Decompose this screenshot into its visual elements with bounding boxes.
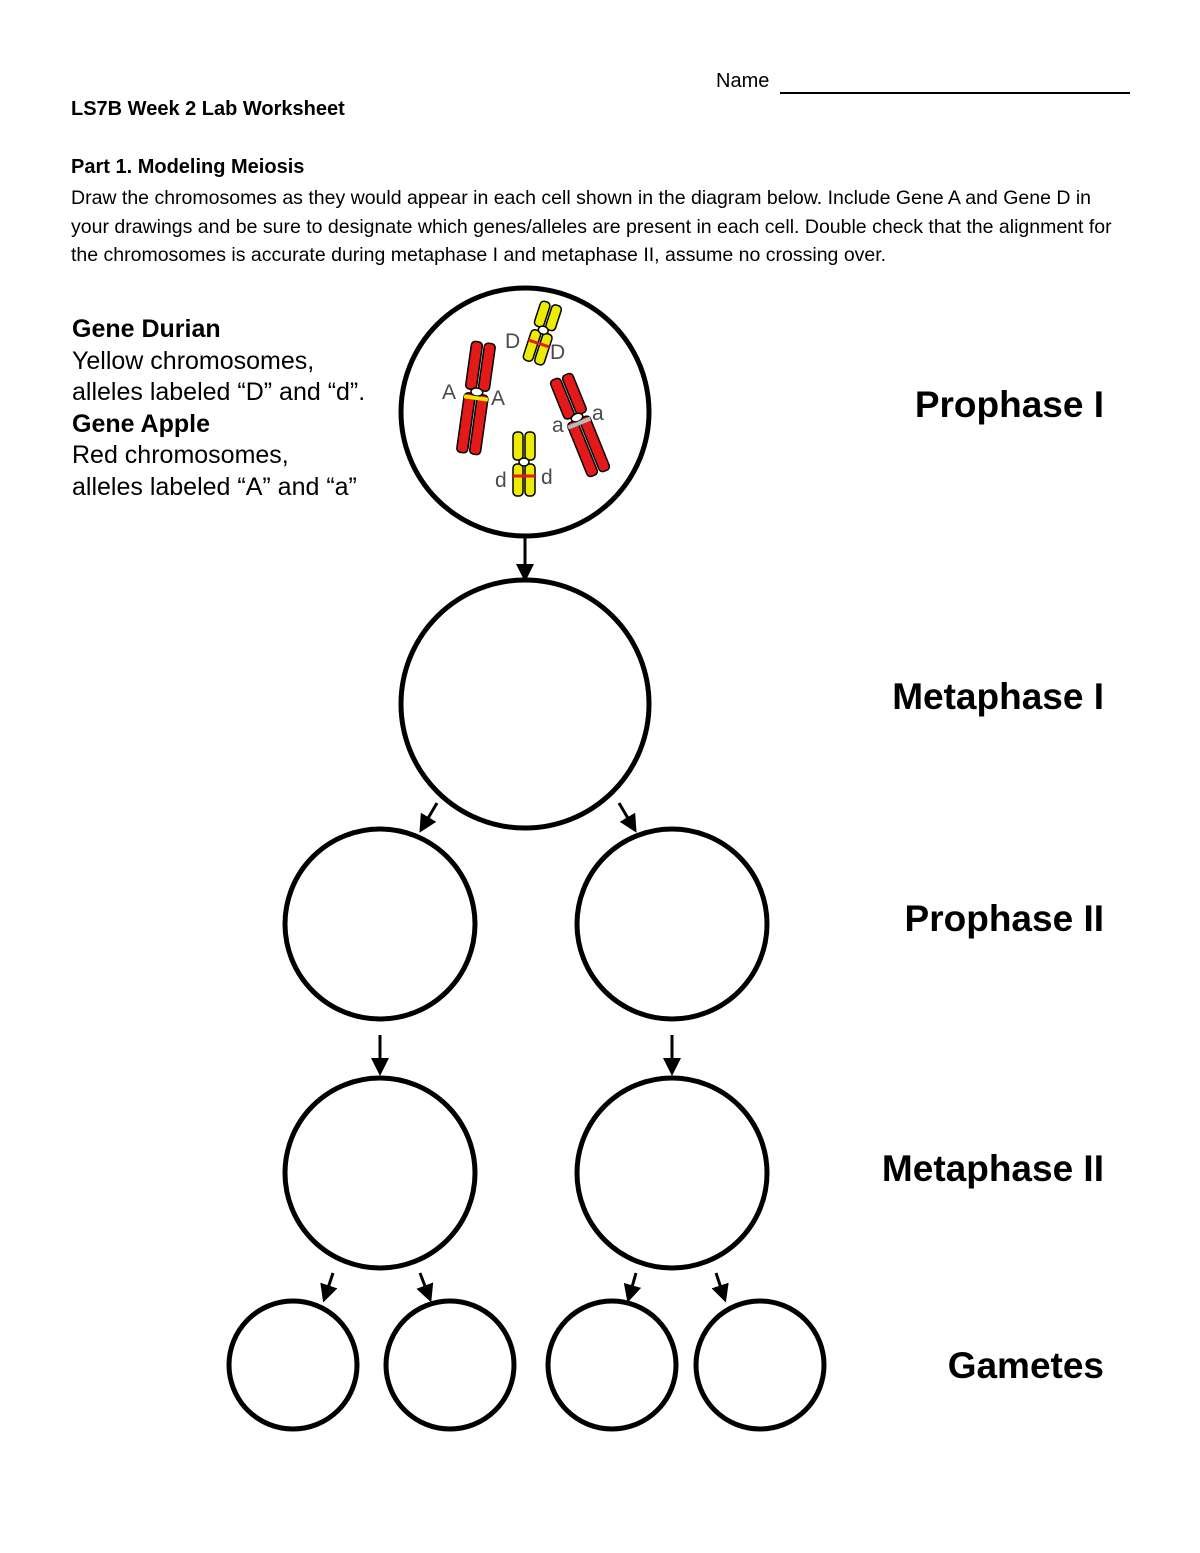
stage-label-metaphase-2: Metaphase II — [881, 1148, 1104, 1189]
cell-gamete-3[interactable] — [548, 1301, 676, 1429]
stage-label-prophase-1: Prophase I — [914, 384, 1104, 425]
arrow-metaphase1-to-left — [424, 803, 437, 825]
gene-apple-title: Gene Apple — [72, 409, 210, 438]
arrow-metaphase2-left-to-g2 — [420, 1273, 428, 1294]
gene-durian-line2: alleles labeled “D” and “d”. — [72, 378, 366, 406]
gene-durian-title: Gene Durian — [72, 315, 221, 343]
allele-label-D-left: D — [505, 330, 521, 353]
cell-gamete-4[interactable] — [696, 1301, 824, 1429]
allele-label-a-right: a — [592, 402, 604, 425]
gene-durian-line1: Yellow chromosomes, — [72, 346, 315, 375]
allele-label-a-left: a — [552, 414, 564, 437]
cell-prophase-2-right[interactable] — [577, 829, 767, 1019]
allele-label-d-right: d — [541, 466, 553, 489]
arrow-metaphase2-right-to-g4 — [716, 1273, 723, 1294]
cell-gamete-2[interactable] — [386, 1301, 514, 1429]
allele-label-D-right: D — [550, 341, 566, 364]
allele-label-A-right: A — [491, 387, 506, 410]
gene-apple-line1: Red chromosomes, — [72, 441, 289, 469]
stage-label-prophase-2: Prophase II — [904, 898, 1104, 939]
cell-gamete-1[interactable] — [229, 1301, 357, 1429]
part1-instructions: Draw the chromosomes as they would appear in each cell shown in the diagram below. Include Gene A and Gene D in your drawings and be sure to designate which genes/alleles are present in each cell. Double check that the alignment for the chromosomes is accurate during metaphase I and metaphase II, assume no crossing over. — [71, 187, 1112, 266]
gene-apple-line2: alleles labeled “A” and “a” — [72, 472, 357, 501]
part1-heading: Part 1. Modeling Meiosis — [71, 156, 305, 178]
allele-label-A-left: A — [442, 381, 457, 404]
stage-label-gametes: Gametes — [947, 1345, 1104, 1386]
stage-label-metaphase-1: Metaphase I — [892, 676, 1104, 717]
arrow-metaphase1-to-right — [619, 803, 632, 825]
cell-metaphase-2-right[interactable] — [577, 1078, 767, 1268]
allele-label-d-left: d — [495, 469, 507, 492]
arrow-metaphase2-right-to-g3 — [630, 1273, 636, 1294]
cell-prophase-2-left[interactable] — [285, 829, 475, 1019]
cell-metaphase-1[interactable] — [401, 580, 649, 828]
name-label: Name — [716, 70, 770, 92]
cell-prophase-1[interactable] — [401, 288, 649, 536]
cell-metaphase-2-left[interactable] — [285, 1078, 475, 1268]
worksheet-title: LS7B Week 2 Lab Worksheet — [71, 98, 345, 120]
arrow-metaphase2-left-to-g1 — [326, 1273, 333, 1294]
